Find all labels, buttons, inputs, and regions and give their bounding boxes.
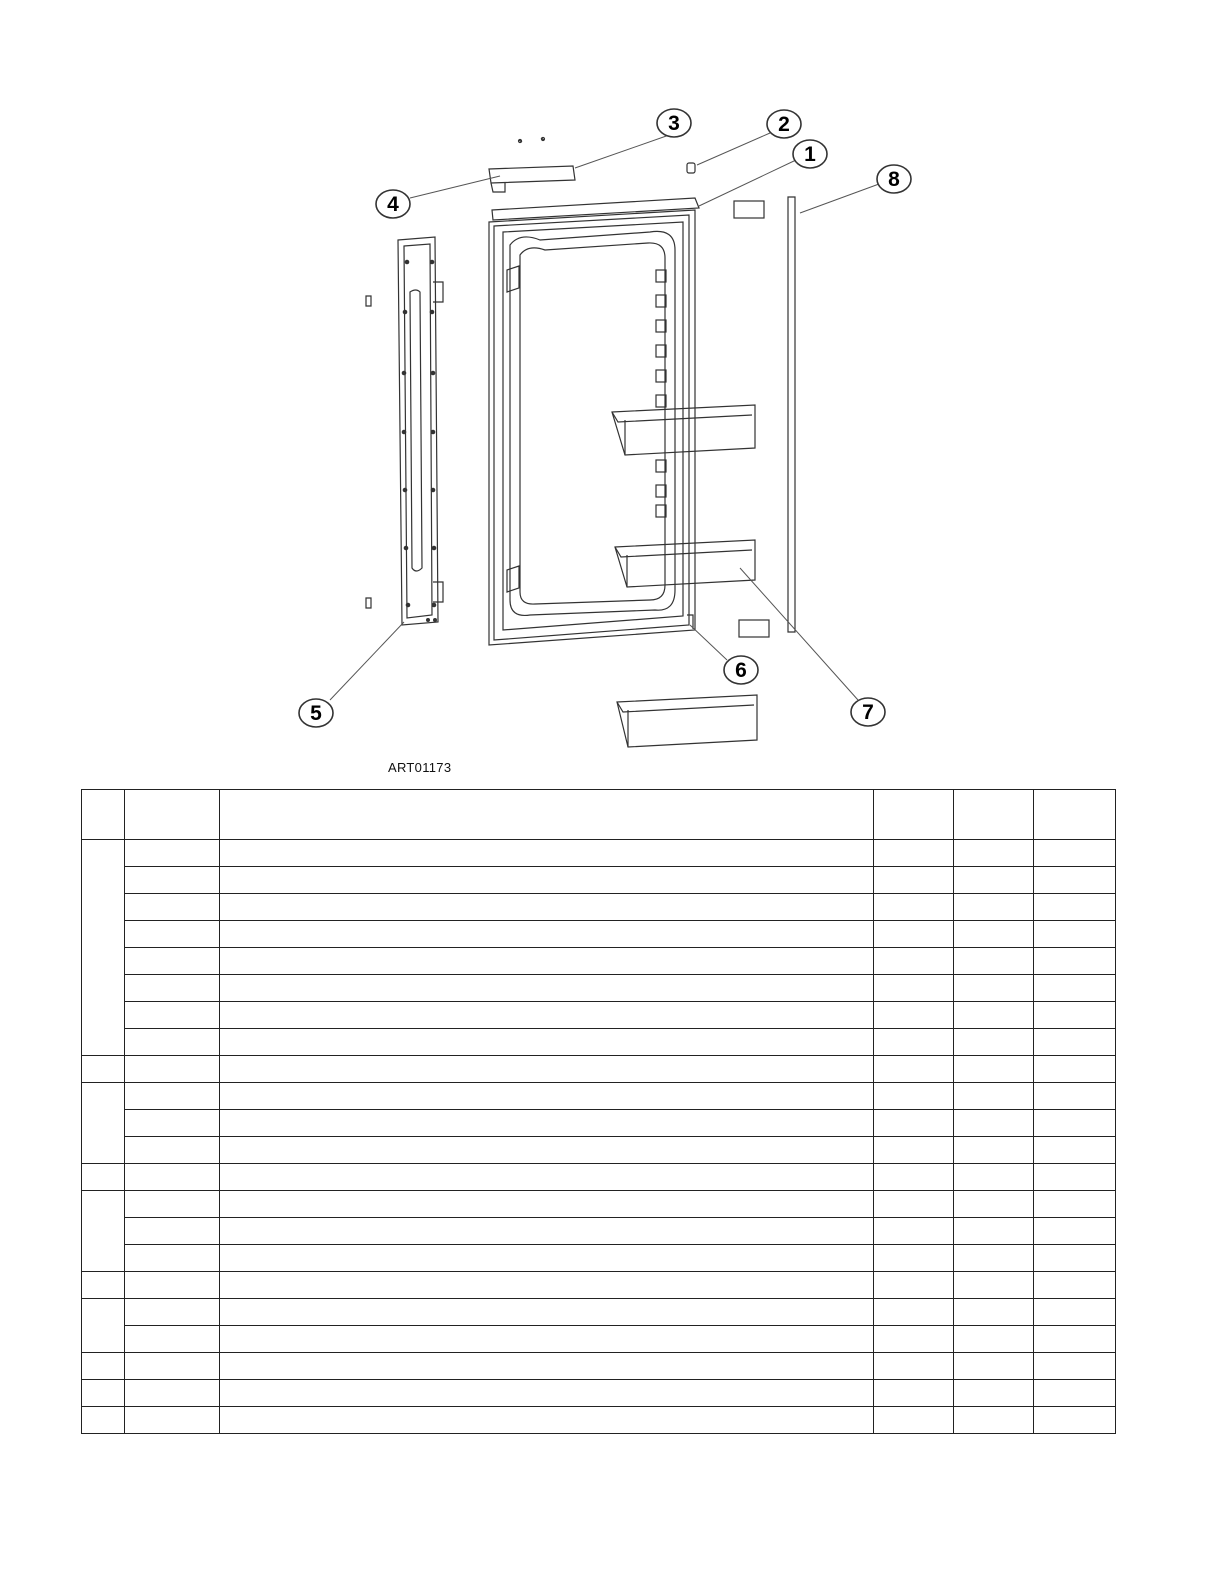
item-number-cell	[82, 1056, 125, 1083]
callout-2	[767, 110, 801, 138]
col-5-cell	[954, 1191, 1034, 1218]
col-6-cell	[1034, 1353, 1116, 1380]
col-6-cell	[1034, 1002, 1116, 1029]
item-number-cell	[82, 1299, 125, 1353]
table-row	[82, 1353, 1116, 1380]
table-row	[82, 1245, 1116, 1272]
col-6-cell	[1034, 1029, 1116, 1056]
part-number-cell	[125, 1326, 220, 1353]
description-cell	[220, 1056, 874, 1083]
item-number-cell	[82, 1353, 125, 1380]
description-cell	[220, 1164, 874, 1191]
col-5-cell	[954, 1083, 1034, 1110]
col-4-cell	[874, 1218, 954, 1245]
part-number-cell	[125, 1272, 220, 1299]
header-col-4	[874, 790, 954, 840]
door-frame	[489, 198, 699, 645]
col-6-cell	[1034, 948, 1116, 975]
item-number-cell	[82, 1407, 125, 1434]
table-row	[82, 1029, 1116, 1056]
description-cell	[220, 840, 874, 867]
part-number-cell	[125, 1299, 220, 1326]
col-6-cell	[1034, 1110, 1116, 1137]
description-cell	[220, 1002, 874, 1029]
col-4-cell	[874, 1083, 954, 1110]
description-cell	[220, 894, 874, 921]
item-number-cell	[82, 840, 125, 1056]
part-number-cell	[125, 1056, 220, 1083]
item-number-cell	[82, 1164, 125, 1191]
description-cell	[220, 1218, 874, 1245]
item-number-cell	[82, 1191, 125, 1272]
part-number-cell	[125, 840, 220, 867]
col-4-cell	[874, 1380, 954, 1407]
col-6-cell	[1034, 921, 1116, 948]
part-number-cell	[125, 1245, 220, 1272]
parts-list-table	[81, 789, 1115, 1434]
col-6-cell	[1034, 1407, 1116, 1434]
svg-text:1: 1	[804, 143, 816, 166]
part-number-cell	[125, 1218, 220, 1245]
header-item	[82, 790, 125, 840]
callout-3	[657, 109, 691, 137]
description-cell	[220, 1245, 874, 1272]
description-cell	[220, 1380, 874, 1407]
description-cell	[220, 921, 874, 948]
table-header-row	[82, 790, 1116, 840]
part-number-cell	[125, 1407, 220, 1434]
item-number-cell	[82, 1272, 125, 1299]
part-number-cell	[125, 867, 220, 894]
col-4-cell	[874, 1164, 954, 1191]
part-number-cell	[125, 1002, 220, 1029]
col-5-cell	[954, 1380, 1034, 1407]
description-cell	[220, 1137, 874, 1164]
description-cell	[220, 1272, 874, 1299]
part-number-cell	[125, 1029, 220, 1056]
table-row	[82, 1002, 1116, 1029]
header-col-5	[954, 790, 1034, 840]
description-cell	[220, 1407, 874, 1434]
part-number-cell	[125, 948, 220, 975]
door-bin-lower	[617, 695, 757, 747]
col-5-cell	[954, 1137, 1034, 1164]
col-5-cell	[954, 1353, 1034, 1380]
table-row	[82, 1137, 1116, 1164]
col-4-cell	[874, 1056, 954, 1083]
description-cell	[220, 1110, 874, 1137]
col-6-cell	[1034, 1056, 1116, 1083]
col-4-cell	[874, 1299, 954, 1326]
header-part-number	[125, 790, 220, 840]
description-cell	[220, 1191, 874, 1218]
part-number-cell	[125, 1380, 220, 1407]
gasket-strip	[788, 197, 795, 632]
col-5-cell	[954, 1407, 1034, 1434]
callout-7	[851, 698, 885, 726]
col-5-cell	[954, 975, 1034, 1002]
table-row	[82, 1218, 1116, 1245]
table-row	[82, 1299, 1116, 1326]
col-4-cell	[874, 840, 954, 867]
col-4-cell	[874, 867, 954, 894]
part-number-cell	[125, 1191, 220, 1218]
col-5-cell	[954, 1326, 1034, 1353]
col-5-cell	[954, 1002, 1034, 1029]
svg-text:8: 8	[888, 168, 900, 191]
part-number-cell	[125, 1083, 220, 1110]
col-6-cell	[1034, 975, 1116, 1002]
table-row	[82, 1056, 1116, 1083]
col-5-cell	[954, 1299, 1034, 1326]
col-5-cell	[954, 921, 1034, 948]
header-description	[220, 790, 874, 840]
part-number-cell	[125, 1110, 220, 1137]
col-6-cell	[1034, 1191, 1116, 1218]
callout-4	[376, 190, 410, 218]
callout-1	[793, 140, 827, 168]
col-5-cell	[954, 1245, 1034, 1272]
col-6-cell	[1034, 1380, 1116, 1407]
svg-text:5: 5	[310, 702, 322, 725]
col-4-cell	[874, 948, 954, 975]
table-row	[82, 1191, 1116, 1218]
table-row	[82, 948, 1116, 975]
col-6-cell	[1034, 840, 1116, 867]
col-5-cell	[954, 840, 1034, 867]
table-row	[82, 867, 1116, 894]
col-6-cell	[1034, 1245, 1116, 1272]
col-5-cell	[954, 867, 1034, 894]
col-5-cell	[954, 1029, 1034, 1056]
col-4-cell	[874, 1407, 954, 1434]
part-number-cell	[125, 1164, 220, 1191]
col-4-cell	[874, 1353, 954, 1380]
description-cell	[220, 1299, 874, 1326]
col-6-cell	[1034, 1299, 1116, 1326]
svg-text:7: 7	[862, 701, 874, 724]
col-4-cell	[874, 1326, 954, 1353]
table-row	[82, 894, 1116, 921]
col-4-cell	[874, 1002, 954, 1029]
col-5-cell	[954, 1272, 1034, 1299]
part-number-cell	[125, 921, 220, 948]
col-4-cell	[874, 1191, 954, 1218]
col-4-cell	[874, 1272, 954, 1299]
table-body	[82, 840, 1116, 1434]
label-box-lower	[739, 620, 769, 637]
callout-5	[299, 699, 333, 727]
description-cell	[220, 1029, 874, 1056]
leader-lines	[330, 133, 879, 700]
col-6-cell	[1034, 1083, 1116, 1110]
col-5-cell	[954, 1164, 1034, 1191]
item-number-cell	[82, 1380, 125, 1407]
col-4-cell	[874, 1245, 954, 1272]
callout-8	[877, 165, 911, 193]
top-hinge-bracket	[489, 138, 575, 193]
svg-text:4: 4	[387, 193, 399, 216]
col-6-cell	[1034, 1164, 1116, 1191]
table-row	[82, 840, 1116, 867]
col-4-cell	[874, 1137, 954, 1164]
label-box-upper	[734, 201, 764, 218]
table-row	[82, 1083, 1116, 1110]
col-5-cell	[954, 1218, 1034, 1245]
table-row	[82, 1326, 1116, 1353]
svg-text:3: 3	[668, 112, 680, 135]
col-6-cell	[1034, 894, 1116, 921]
table-row	[82, 1110, 1116, 1137]
svg-text:6: 6	[735, 659, 747, 682]
callout-6	[724, 656, 758, 684]
description-cell	[220, 1353, 874, 1380]
item-number-cell	[82, 1083, 125, 1164]
col-5-cell	[954, 1056, 1034, 1083]
svg-text:2: 2	[778, 113, 790, 136]
door-bin-middle	[615, 540, 755, 587]
art-reference: ART01173	[388, 760, 452, 775]
col-6-cell	[1034, 1218, 1116, 1245]
part-number-cell	[125, 1353, 220, 1380]
table-row	[82, 1380, 1116, 1407]
description-cell	[220, 948, 874, 975]
col-4-cell	[874, 975, 954, 1002]
table-row	[82, 1164, 1116, 1191]
part-number-cell	[125, 894, 220, 921]
col-4-cell	[874, 1110, 954, 1137]
table-row	[82, 921, 1116, 948]
col-4-cell	[874, 1029, 954, 1056]
description-cell	[220, 1326, 874, 1353]
part-number-cell	[125, 1137, 220, 1164]
header-col-6	[1034, 790, 1116, 840]
col-5-cell	[954, 894, 1034, 921]
col-5-cell	[954, 948, 1034, 975]
col-6-cell	[1034, 1137, 1116, 1164]
hinge-pin	[687, 163, 695, 173]
col-6-cell	[1034, 1326, 1116, 1353]
col-5-cell	[954, 1110, 1034, 1137]
description-cell	[220, 867, 874, 894]
col-4-cell	[874, 894, 954, 921]
table-row	[82, 1407, 1116, 1434]
part-number-cell	[125, 975, 220, 1002]
col-4-cell	[874, 921, 954, 948]
table-row	[82, 1272, 1116, 1299]
exploded-parts-diagram	[0, 0, 1224, 780]
description-cell	[220, 1083, 874, 1110]
description-cell	[220, 975, 874, 1002]
col-6-cell	[1034, 1272, 1116, 1299]
col-6-cell	[1034, 867, 1116, 894]
table-row	[82, 975, 1116, 1002]
